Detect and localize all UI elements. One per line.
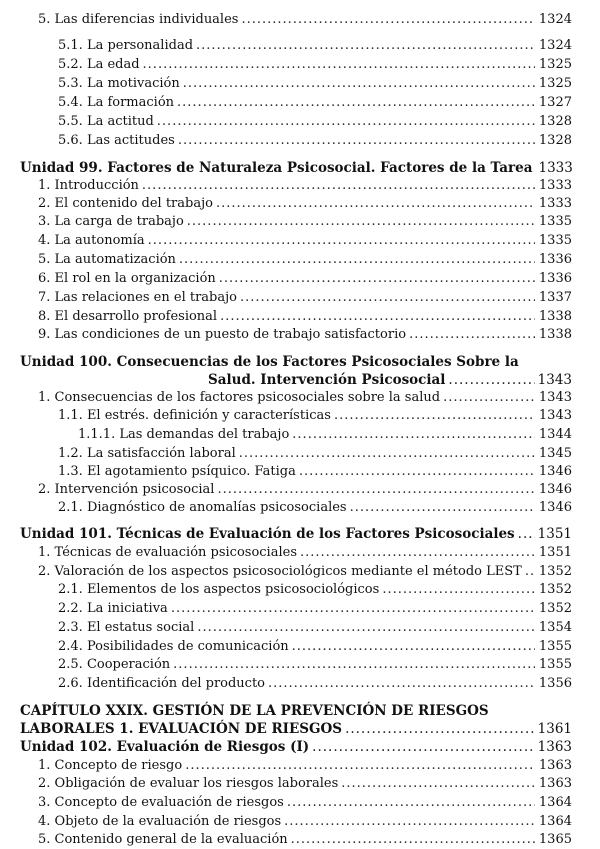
toc-entry (58, 464, 572, 480)
toc-entry (38, 390, 572, 406)
toc-entry-page: 1365 (538, 832, 572, 847)
toc-entry-label: 2. Valoración de los aspectos psicosociológicos mediante el método LEST (38, 564, 522, 579)
toc-entry (38, 290, 572, 306)
dot-leader (268, 676, 535, 692)
toc-entry-label: CAPÍTULO XXIX. GESTIÓN DE LA PREVENCIÓN DE RIESGOS (20, 703, 489, 719)
toc-entry-page: 1338 (538, 309, 572, 324)
toc-entry-page: 1333 (538, 178, 572, 193)
toc-entry-page: 1335 (538, 214, 572, 229)
toc-entry (20, 160, 572, 176)
dot-leader (382, 582, 535, 598)
toc-entry (58, 676, 572, 692)
toc-entry (58, 114, 572, 130)
toc-entry-page: 1351 (538, 545, 572, 560)
toc-entry (20, 703, 572, 719)
toc-entry (38, 832, 572, 848)
toc-entry-page: 1346 (538, 464, 572, 479)
dot-leader (196, 38, 535, 54)
dot-leader (312, 739, 534, 755)
toc-entry-label: 2. Intervención psicosocial (38, 482, 215, 497)
dot-leader (299, 464, 535, 480)
toc-entry-label: 2.1. Diagnóstico de anomalías psicosociales (58, 500, 347, 515)
toc-entry-page: 1363 (538, 776, 572, 791)
toc-entry-page: 1343 (538, 408, 572, 423)
toc-entry-page: 1351 (537, 526, 572, 542)
toc-entry-page: 1352 (538, 582, 572, 597)
toc-entry-label: 1.1. El estrés. definición y características (58, 408, 331, 423)
toc-entry (208, 372, 572, 388)
toc-entry-label: 1. Introducción (38, 178, 139, 193)
toc-entry (58, 446, 572, 462)
dot-leader (525, 564, 535, 580)
toc-entry (38, 309, 572, 325)
toc-entry (58, 95, 572, 111)
toc-entry-label: 1. Técnicas de evaluación psicosociales (38, 545, 297, 560)
toc-entry-page: 1356 (538, 676, 572, 691)
toc-entry (38, 178, 572, 194)
toc-entry-page: 1355 (538, 657, 572, 672)
dot-leader (157, 114, 535, 130)
dot-leader (183, 76, 535, 92)
toc-entry (38, 271, 572, 287)
toc-entry-page: 1344 (538, 427, 572, 442)
dot-leader (173, 657, 535, 673)
dot-leader (171, 601, 535, 617)
dot-leader (292, 639, 535, 655)
toc-entry-page: 1352 (538, 601, 572, 616)
dot-leader (179, 252, 535, 268)
toc-entry-label: 1.3. El agotamiento psíquico. Fatiga (58, 464, 296, 479)
toc-entry-label: 5. Contenido general de la evaluación (38, 832, 288, 847)
toc-entry-page: 1337 (538, 290, 572, 305)
toc-entry-label: 5.1. La personalidad (58, 38, 194, 53)
toc-entry-page: 1325 (538, 76, 572, 91)
dot-leader (220, 309, 535, 325)
toc-entry-label: 2.1. Elementos de los aspectos psicosociológicos (58, 582, 380, 597)
toc-entry (58, 38, 572, 54)
toc-entry (38, 327, 572, 343)
toc-entry-page: 1343 (538, 390, 572, 405)
toc-entry-page: 1324 (538, 38, 572, 53)
dot-leader (143, 57, 535, 73)
toc-entry-label: 5.2. La edad (58, 57, 140, 72)
toc-entry-page: 1325 (538, 57, 572, 72)
toc-entry (58, 620, 572, 636)
toc-entry-label: 7. Las relaciones en el trabajo (38, 290, 237, 305)
toc-entry-page: 1354 (538, 620, 572, 635)
toc-entry-page: 1336 (538, 252, 572, 267)
toc-entry (38, 758, 572, 774)
dot-leader (291, 832, 535, 848)
toc-entry-label: 2.4. Posibilidades de comunicación (58, 639, 289, 654)
dot-leader (185, 758, 535, 774)
toc-entry (38, 214, 572, 230)
toc-entry-page: 1328 (538, 133, 572, 148)
toc-entry-page: 1343 (537, 372, 572, 388)
toc-entry-label: 5.3. La motivación (58, 76, 180, 91)
toc-entry-label: 1.1.1. Las demandas del trabajo (78, 427, 290, 442)
toc-entry-label: 9. Las condiciones de un puesto de trabajo satisfactorio (38, 327, 407, 342)
toc-entry-page: 1352 (538, 564, 572, 579)
dot-leader (217, 482, 535, 498)
toc-entry (38, 196, 572, 212)
toc-entry-label: 6. El rol en la organización (38, 271, 216, 286)
toc-entry-label: 2.5. Cooperación (58, 657, 171, 672)
dot-leader (239, 446, 535, 462)
toc-entry-page: 1364 (538, 795, 572, 810)
dot-leader (148, 233, 535, 249)
toc-entry-label: Unidad 100. Consecuencias de los Factores Psicosociales Sobre la (20, 354, 519, 370)
toc-entry (58, 639, 572, 655)
toc-entry (38, 482, 572, 498)
toc-entry (58, 582, 572, 598)
dot-leader (350, 500, 535, 516)
toc-entry-label: 5.5. La actitud (58, 114, 154, 129)
toc-entry-label: 2.3. El estatus social (58, 620, 195, 635)
toc-entry (58, 657, 572, 673)
toc-entry-page: 1363 (537, 739, 572, 755)
dot-leader (284, 814, 535, 830)
toc-entry (38, 776, 572, 792)
toc-entry (38, 252, 572, 268)
dot-leader (518, 526, 535, 542)
dot-leader (240, 290, 535, 306)
toc-entry (58, 601, 572, 617)
toc-entry-page: 1338 (538, 327, 572, 342)
toc-entry (38, 564, 572, 580)
toc-entry (20, 354, 572, 370)
toc-entry-label: 2. Obligación de evaluar los riesgos laborales (38, 776, 339, 791)
toc-entry-label: LABORALES 1. EVALUACIÓN DE RIESGOS (20, 721, 343, 737)
toc-entry (20, 526, 572, 542)
toc-entry-page: 1361 (537, 721, 572, 737)
toc-entry-label: 2.6. Identificación del producto (58, 676, 266, 691)
dot-leader (197, 620, 535, 636)
toc-entry-page: 1333 (538, 196, 572, 211)
dot-leader (292, 427, 535, 443)
toc-entry (38, 12, 572, 28)
toc-entry-page: 1345 (538, 446, 572, 461)
toc-entry-label: Unidad 101. Técnicas de Evaluación de los Factores Psicosociales (20, 526, 515, 542)
toc-entry (38, 814, 572, 830)
dot-leader (287, 795, 535, 811)
toc-entry (38, 545, 572, 561)
toc-entry (38, 233, 572, 249)
dot-leader (216, 196, 535, 212)
toc-entry-label: 5.6. Las actitudes (58, 133, 175, 148)
toc-entry-label: 5.4. La formación (58, 95, 175, 110)
dot-leader (448, 372, 534, 388)
dot-leader (177, 95, 535, 111)
toc-entry (58, 500, 572, 516)
toc-entry-label: 1. Consecuencias de los factores psicosociales sobre la salud (38, 390, 441, 405)
toc-entry-page: 1346 (538, 482, 572, 497)
toc-entry-label: 4. La autonomía (38, 233, 145, 248)
toc-entry-page: 1355 (538, 639, 572, 654)
toc-entry-label: 3. La carga de trabajo (38, 214, 184, 229)
toc-entry-page: 1328 (538, 114, 572, 129)
dot-leader (300, 545, 535, 561)
toc-entry-page: 1336 (538, 271, 572, 286)
toc-entry (38, 795, 572, 811)
dot-leader (241, 12, 535, 28)
toc-entry-label: Unidad 102. Evaluación de Riesgos (I) (20, 739, 310, 755)
dot-leader (341, 776, 535, 792)
dot-leader (142, 178, 535, 194)
toc-entry-page: 1363 (538, 758, 572, 773)
dot-leader (187, 214, 535, 230)
toc-entry-page: 1324 (538, 12, 572, 27)
toc-entry-label: 2. El contenido del trabajo (38, 196, 213, 211)
dot-leader (178, 133, 535, 149)
toc-entry-page: 1364 (538, 814, 572, 829)
toc-entry-page: 1346 (538, 500, 572, 515)
toc-entry-label: Salud. Intervención Psicosocial (208, 372, 446, 388)
dot-leader (334, 408, 535, 424)
toc-entry-page: 1335 (538, 233, 572, 248)
dot-leader (345, 721, 535, 737)
toc-entry (78, 427, 572, 443)
toc-entry-label: 5. La automatización (38, 252, 176, 267)
toc-entry (58, 133, 572, 149)
toc-entry-label: 2.2. La iniciativa (58, 601, 168, 616)
toc-entry-label: 4. Objeto de la evaluación de riesgos (38, 814, 282, 829)
toc-entry (20, 739, 572, 755)
toc-entry-label: 8. El desarrollo profesional (38, 309, 218, 324)
toc-entry (58, 408, 572, 424)
toc-entry-label: 1. Concepto de riesgo (38, 758, 183, 773)
toc-entry (20, 721, 572, 737)
toc-entry-page: 1333 (538, 160, 573, 176)
toc-entry-label: 3. Concepto de evaluación de riesgos (38, 795, 284, 810)
toc-entry-page: 1327 (538, 95, 572, 110)
toc-entry (58, 57, 572, 73)
dot-leader (219, 271, 535, 287)
toc-entry-label: 1.2. La satisfacción laboral (58, 446, 236, 461)
toc-entry-label: 5. Las diferencias individuales (38, 12, 239, 27)
dot-leader (409, 327, 535, 343)
toc-entry (58, 76, 572, 92)
dot-leader (443, 390, 535, 406)
toc-entry-label: Unidad 99. Factores de Naturaleza Psicosocial. Factores de la Tarea (20, 160, 533, 176)
